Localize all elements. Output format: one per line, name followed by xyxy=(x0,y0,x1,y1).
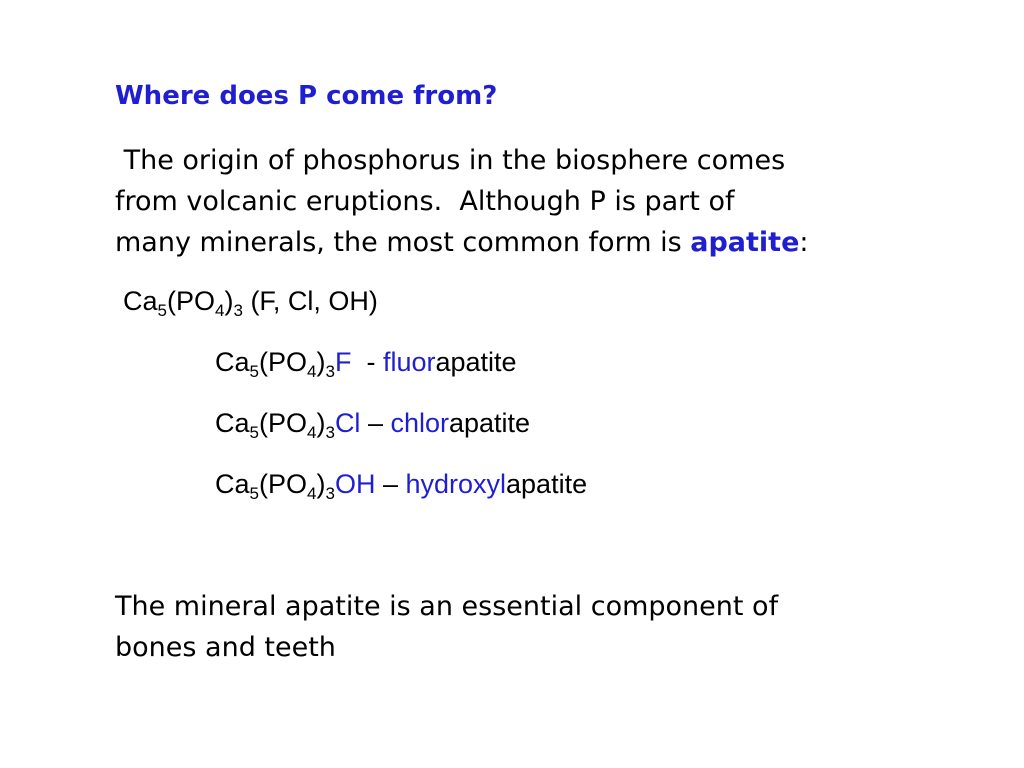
mineral-prefix: chlor xyxy=(390,408,449,438)
formula-fluorapatite xyxy=(215,344,517,380)
formula-close-paren: ) xyxy=(224,286,234,316)
formula-close-paren: ) xyxy=(316,408,326,438)
formula-po: (PO xyxy=(258,408,307,438)
formula-close-paren: ) xyxy=(316,469,326,499)
closing-line-2: bones and teeth xyxy=(115,632,336,663)
intro-line-3 xyxy=(115,222,915,263)
formula-ca: Ca xyxy=(215,347,250,377)
formula-close-subscript: 3 xyxy=(325,484,335,503)
formula-po: (PO xyxy=(258,469,307,499)
formula-po: (PO xyxy=(166,286,215,316)
formula-ion: OH xyxy=(334,469,376,499)
formula-separator: – xyxy=(375,469,406,499)
formula-po-subscript: 4 xyxy=(307,484,317,503)
formula-po-subscript: 4 xyxy=(307,423,317,442)
formula-ca: Ca xyxy=(123,286,158,316)
formula-po-subscript: 4 xyxy=(307,362,317,381)
formula-po-subscript: 4 xyxy=(215,301,225,320)
formula-ca: Ca xyxy=(215,408,250,438)
mineral-prefix: fluor xyxy=(382,347,436,377)
formula-ion: Cl xyxy=(334,408,361,438)
general-formula xyxy=(123,283,378,319)
intro-line-3-suffix: : xyxy=(799,227,809,258)
formula-ca-subscript: 5 xyxy=(249,423,259,442)
mineral-suffix: apatite xyxy=(449,408,531,438)
mineral-prefix: hydroxyl xyxy=(405,469,507,499)
slide-heading: Where does P come from? xyxy=(115,81,498,111)
formula-close-subscript: 3 xyxy=(325,362,335,381)
formula-anions: (F, Cl, OH) xyxy=(242,286,378,316)
formula-close-subscript: 3 xyxy=(325,423,335,442)
mineral-suffix: apatite xyxy=(506,469,588,499)
closing-paragraph xyxy=(115,586,915,668)
formula-chlorapatite xyxy=(215,405,530,441)
formula-separator: – xyxy=(360,408,391,438)
intro-paragraph xyxy=(115,140,915,263)
formula-ca-subscript: 5 xyxy=(157,301,167,320)
formula-close-subscript: 3 xyxy=(233,301,243,320)
formula-ca-subscript: 5 xyxy=(249,362,259,381)
intro-line-3-prefix: many minerals, the most common form is xyxy=(115,227,691,258)
formula-po: (PO xyxy=(258,347,307,377)
formula-hydroxylapatite xyxy=(215,466,587,502)
formula-separator: - xyxy=(351,347,383,377)
intro-line-1: The origin of phosphorus in the biosphere comes xyxy=(115,145,786,176)
closing-line-1: The mineral apatite is an essential component of xyxy=(115,591,779,622)
formula-ca: Ca xyxy=(215,469,250,499)
formula-ion: F xyxy=(334,347,352,377)
mineral-suffix: apatite xyxy=(435,347,517,377)
intro-line-2: from volcanic eruptions. Although P is part of xyxy=(115,186,735,217)
formula-ca-subscript: 5 xyxy=(249,484,259,503)
formula-close-paren: ) xyxy=(316,347,326,377)
apatite-highlight: apatite xyxy=(690,227,800,258)
